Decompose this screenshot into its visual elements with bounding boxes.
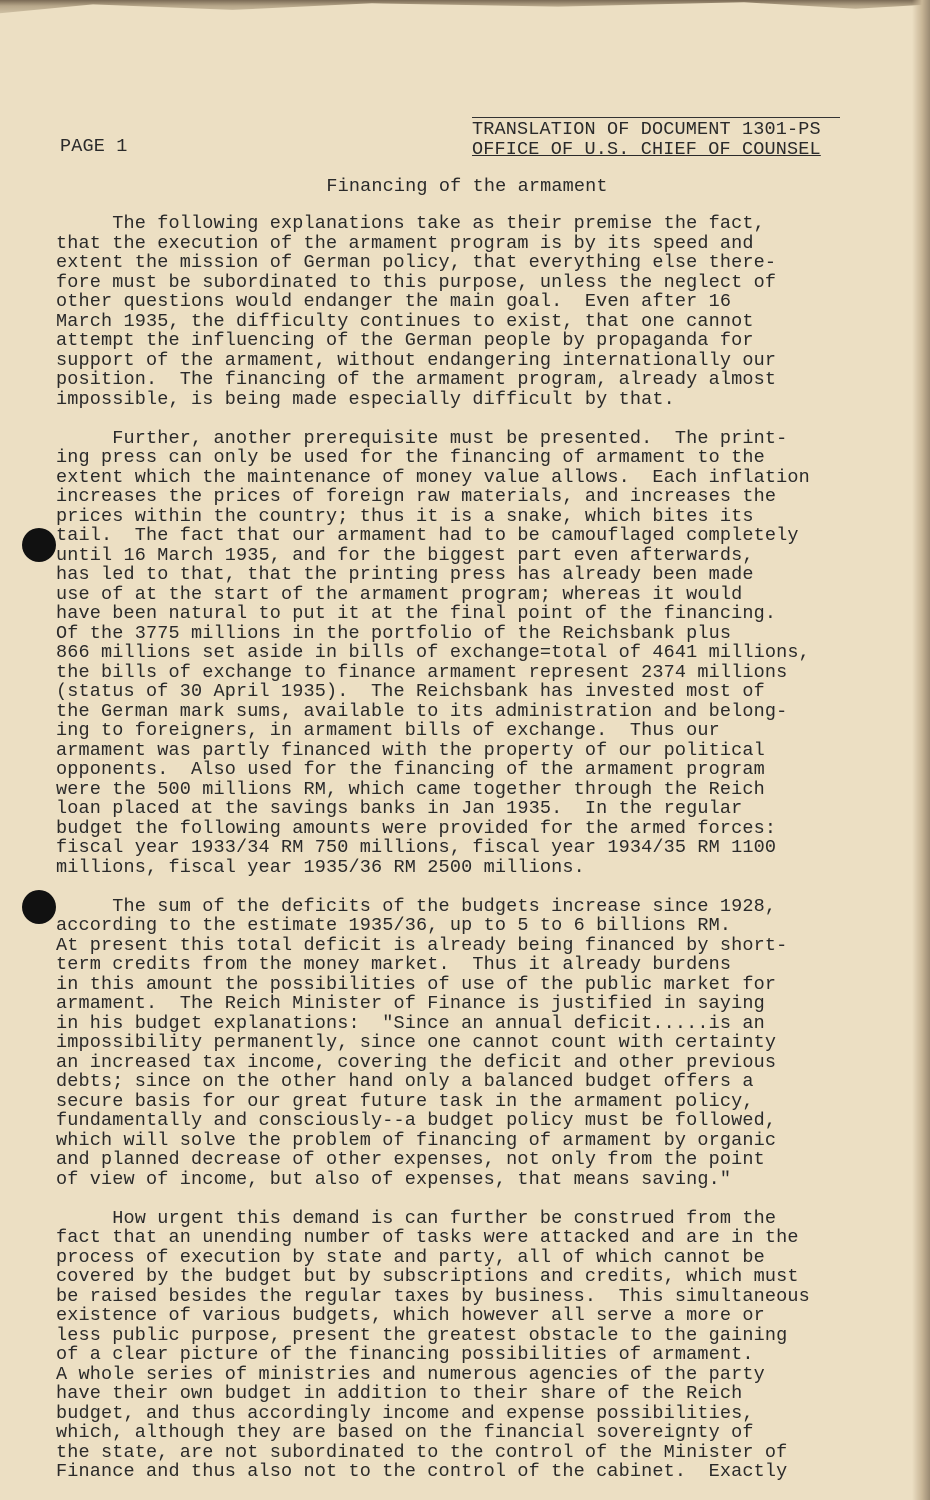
text-line: which will solve the problem of financing of armament by organic	[56, 1129, 777, 1151]
document-title-text: Financing of the armament	[326, 176, 608, 197]
text-line: were the 500 millions RM, which came together through the Reich	[56, 778, 765, 800]
paragraph	[56, 897, 876, 1190]
text-line: has led to that, that the printing press has already been made	[56, 564, 754, 585]
header-translation-line: TRANSLATION OF DOCUMENT 1301-PS	[472, 119, 821, 140]
text-line: The following explanations take as their premise the fact,	[56, 213, 765, 234]
document-body	[56, 214, 876, 1500]
text-line: existence of various budgets, which however all serve a more or	[56, 1305, 765, 1326]
document-title	[0, 176, 930, 197]
text-line: be raised besides the regular taxes by business. This simultaneous	[56, 1285, 810, 1307]
text-line: fore must be subordinated to this purpose, unless the neglect of	[56, 271, 777, 293]
text-line: process of execution by state and party, all of which cannot be	[56, 1246, 765, 1268]
text-line: attempt the influencing of the German people by propaganda for	[56, 330, 754, 351]
text-line: loan placed at the savings banks in Jan 1935. In the regular	[56, 798, 743, 819]
text-line: impossibility permanently, since one cannot count with certainty	[56, 1032, 777, 1053]
punch-hole	[22, 890, 56, 924]
text-line: and planned decrease of other expenses, not only from the point	[56, 1149, 765, 1170]
text-line: A whole series of ministries and numerous agencies of the party	[56, 1363, 765, 1385]
text-line: How urgent this demand is can further be construed from the	[56, 1207, 777, 1229]
text-line: use of at the start of the armament program; whereas it would	[56, 583, 743, 605]
text-line: armament. The Reich Minister of Finance is justified in saying	[56, 993, 765, 1014]
text-line: the bills of exchange to finance armament represent 2374 millions	[56, 661, 788, 683]
text-line: covered by the budget but by subscriptions and credits, which must	[56, 1266, 799, 1287]
text-line: increases the prices of foreign raw materials, and increases the	[56, 486, 777, 507]
text-line: At present this total deficit is already being financed by short-	[56, 934, 788, 956]
text-line: armament was partly financed with the property of our political	[56, 739, 765, 761]
text-line: in his budget explanations: "Since an annual deficit.....is an	[56, 1012, 765, 1034]
shadowed-right-edge	[912, 0, 930, 1500]
paragraph	[56, 214, 876, 409]
text-line: fundamentally and consciously--a budget policy must be followed,	[56, 1110, 777, 1131]
text-line: secure basis for our great future task in the armament policy,	[56, 1090, 754, 1112]
text-line: prices within the country; thus it is a snake, which bites its	[56, 505, 754, 527]
text-line: less public purpose, present the greatest obstacle to the gaining	[56, 1324, 788, 1346]
text-line: according to the estimate 1935/36, up to 5 to 6 billions RM.	[56, 915, 732, 936]
text-line: tail. The fact that our armament had to be camouflaged completely	[56, 525, 799, 546]
text-line: fiscal year 1933/34 RM 750 millions, fiscal year 1934/35 RM 1100	[56, 837, 777, 858]
text-line: opponents. Also used for the financing of the armament program	[56, 759, 765, 780]
text-line: extent which the maintenance of money value allows. Each inflation	[56, 466, 810, 488]
text-line: the state, are not subordinated to the control of the Minister of	[56, 1441, 788, 1463]
punch-hole	[22, 528, 56, 562]
text-line: have their own budget in addition to their share of the Reich	[56, 1383, 743, 1404]
text-line: in this amount the possibilities of use of the public market for	[56, 973, 777, 995]
text-line: Further, another prerequisite must be presented. The print-	[56, 427, 788, 449]
text-line: March 1935, the difficulty continues to exist, that one cannot	[56, 310, 754, 332]
paragraph	[56, 1209, 876, 1482]
text-line: (status of 30 April 1935). The Reichsbank has invested most of	[56, 681, 765, 702]
text-line: the German mark sums, available to its administration and belong-	[56, 700, 788, 722]
text-line: an increased tax income, covering the deficit and other previous	[56, 1051, 777, 1073]
text-line: that the execution of the armament program is by its speed and	[56, 232, 754, 254]
text-line: The sum of the deficits of the budgets increase since 1928,	[56, 895, 777, 917]
text-line: ing press can only be used for the financing of armament to the	[56, 447, 765, 468]
text-line: extent the mission of German policy, that everything else there-	[56, 252, 777, 273]
text-line: of a clear picture of the financing possibilities of armament.	[56, 1344, 754, 1365]
text-line: budget, and thus accordingly income and expense possibilities,	[56, 1402, 754, 1424]
text-line: Finance and thus also not to the control of the cabinet. Exactly	[56, 1461, 788, 1482]
text-line: impossible, is being made especially difficult by that.	[56, 388, 675, 410]
text-line: term credits from the money market. Thus it already burdens	[56, 954, 732, 975]
text-line: millions, fiscal year 1935/36 RM 2500 millions.	[56, 856, 585, 878]
text-line: have been natural to put it at the final point of the financing.	[56, 603, 777, 624]
text-line: of view of income, but also of expenses, that means saving."	[56, 1168, 732, 1190]
page-number-label: PAGE 1	[60, 136, 128, 157]
text-line: 866 millions set aside in bills of exchange=total of 4641 millions,	[56, 642, 810, 663]
text-line: which, although they are based on the financial sovereignty of	[56, 1422, 754, 1443]
document-header	[472, 117, 840, 160]
text-line: support of the armament, without endangering internationally our	[56, 349, 777, 371]
text-line: ing to foreigners, in armament bills of exchange. Thus our	[56, 720, 720, 741]
text-line: Of the 3775 millions in the portfolio of the Reichsbank plus	[56, 622, 732, 644]
torn-top-edge	[0, 0, 930, 22]
header-office-line: OFFICE OF U.S. CHIEF OF COUNSEL	[472, 139, 821, 160]
text-line: debts; since on the other hand only a balanced budget offers a	[56, 1071, 754, 1092]
text-line: fact that an unending number of tasks were attacked and are in the	[56, 1227, 799, 1248]
header-rule	[472, 117, 840, 118]
text-line: position. The financing of the armament program, already almost	[56, 369, 777, 390]
text-line: budget the following amounts were provided for the armed forces:	[56, 817, 777, 839]
paragraph	[56, 429, 876, 878]
text-line: other questions would endanger the main goal. Even after 16	[56, 291, 732, 312]
text-line: until 16 March 1935, and for the biggest part even afterwards,	[56, 544, 754, 566]
